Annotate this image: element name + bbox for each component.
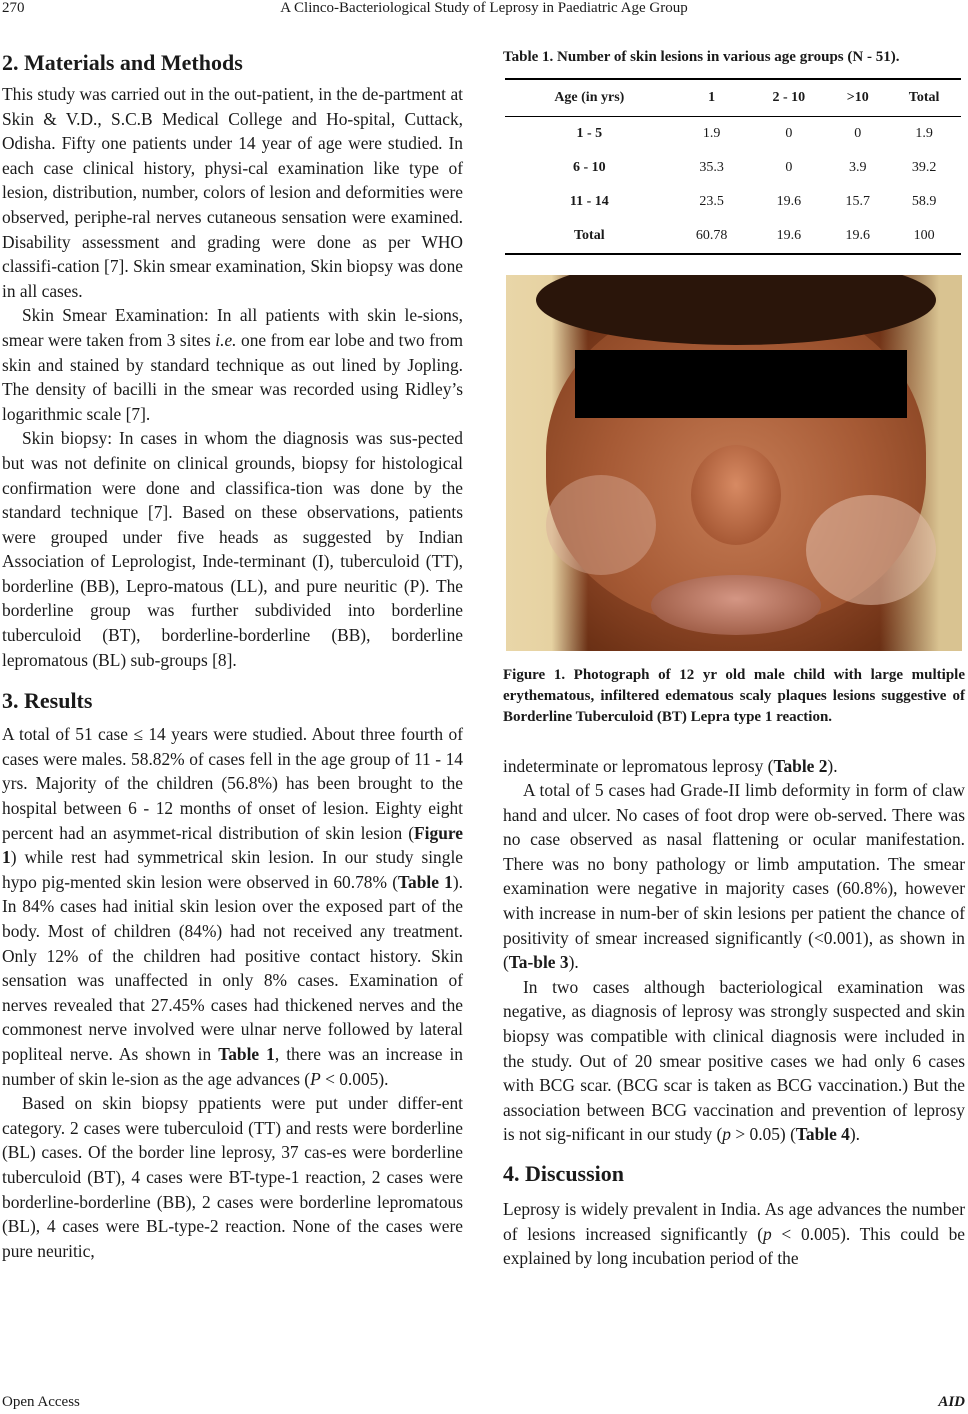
figure-ref: Figure 1 xyxy=(2,822,463,868)
footer-journal: AID xyxy=(938,1394,965,1410)
paragraph: indeterminate or lepromatous leprosy (Table 2). xyxy=(503,755,838,776)
table-caption: Table 1. Number of skin lesions in various age groups (N - 51). xyxy=(503,49,900,65)
paragraph: Based on skin biopsy ppatients were put under differ-ent category. 2 cases were tuberculoid (TT) and rests were borderline (BL) cases. Of the border line leprosy, 37 cas-es were borderline tuberculoid (BT), 4 cases were BT-type-1 reaction, 2 cases were borderline-borderline (BB), 2 cases were borderline lepromatous (BL), 4 cases were BL-type-2 reaction. None of the cases were pure neuritic, xyxy=(2,1093,463,1261)
table-cell: 6 - 10 xyxy=(572,159,606,175)
table-header-cell: >10 xyxy=(828,79,887,117)
table-cell: 11 - 14 xyxy=(569,193,609,209)
footer-open-access: Open Access xyxy=(2,1394,80,1410)
paragraph: This study was carried out in the out-patient, in the de-partment at Skin & V.D., S.C.B Medical College and Ho-spital, Cuttack, Odisha. Fifty one patients under 14 year of age were studied. In each case clinical history, physi-cal examination like type of lesion, distribution, number, colors of lesion and deformities were observed, periphe-ral nerves cutaneous sensation were examined. Disability assessment and grading were done as per WHO classifi-cation [7]. Skin smear examination, Skin biopsy was done in all cases. xyxy=(2,84,463,301)
table-ref: Table 1 xyxy=(218,1043,275,1064)
table-cell: 60.78 xyxy=(695,227,728,243)
running-title: A Clinco-Bacteriological Study of Leprosy in Paediatric Age Group xyxy=(280,0,688,16)
table-cell: 100 xyxy=(913,227,935,243)
table-header-cell: Age (in yrs) xyxy=(505,79,674,117)
privacy-bar xyxy=(575,350,907,418)
paragraph: Skin Smear Examination: In all patients with skin le-sions, smear were taken from 3 sites i.e. one from ear lobe and two from skin and stained by standard technique as out lined by Jopling. The density of bacilli in the smear was recorded using Ridley’s logarithmic scale [7]. xyxy=(2,305,463,424)
table-cell: 1 - 5 xyxy=(576,125,603,141)
table-cell: 0 xyxy=(785,159,793,175)
table-1 xyxy=(505,78,961,255)
paragraph: A total of 51 case ≤ 14 years were studied. About three fourth of cases were males. 58.82% of cases fell in the age group of 11 - 14 yrs. Majority of the children (56.8%) has been brought to the hospital between 6 - 12 months of onset of lesion. Eighty eight percent had an asymmet-rical distribution of skin lesion (Figure 1) while rest had symmetrical skin lesion. In our study single hypo pig-mented skin lesion were observed in 60.78% (Table 1). In 84% cases had initial skin lesion over the exposed part of the body. Most of children (84%) had not received any treatment. Only 12% of the children had positive contact history. Skin sensation was unaffected in only 8% cases. Examination of nerves revealed that 27.45% cases had thickened nerves and the commonest nerve involved were ulnar nerve followed by lateral popliteal nerve. As shown in Table 1, there was an increase in number of skin le-sion as the age advances (P < 0.005). xyxy=(2,724,464,1089)
table-cell: 0 xyxy=(785,125,793,141)
table-cell: 0 xyxy=(854,125,862,141)
paragraph: In two cases although bacteriological examination was negative, as diagnosis of leprosy was strongly suspected and skin biopsy was compatible with clinical diagnosis were included in the study. Out of 20 smear positive cases we had only 6 cases with BCG scar. (BCG scar is taken as BCG vaccination.) But the association between BCG vaccination and prevention of leprosy is not sig-nificant in our study (p > 0.05) (Table 4). xyxy=(503,976,965,1145)
table-header-cell: 1 xyxy=(674,79,750,117)
page-footer xyxy=(0,1394,968,1414)
right-column xyxy=(503,48,965,1271)
table-cell: 39.2 xyxy=(911,159,937,175)
table-cell: 19.6 xyxy=(845,227,870,243)
paragraph: Skin biopsy: In cases in whom the diagnosis was sus-pected but was not definite on clinical grounds, biopsy for histological confirmation were done and classifica-tion was done by the standard technique [7]. Based on these observations, patients were grouped under five heads as suggested by Indian Association of Leprologist, Inde-terminant (I), tuberculoid (TT), borderline (BB), Lepro-matous (LL), and pure neuritic (P). The borderline group was further subdivided into borderline tuberculoid (BT), borderline-borderline (BB), borderline lepromatous (BL) sub-groups [8]. xyxy=(2,428,463,670)
section-title-discussion: 4. Discussion xyxy=(503,1161,625,1186)
table-cell: 19.6 xyxy=(776,227,802,243)
table-cell: 3.9 xyxy=(848,159,867,175)
table-cell: 23.5 xyxy=(699,193,724,209)
table-ref: Ta-ble 3 xyxy=(508,952,569,973)
table-header-cell: 2 - 10 xyxy=(750,79,829,117)
paragraph: Leprosy is widely prevalent in India. As age advances the number of lesions increased significantly (p < 0.005). This could be explained by long incubation period of the xyxy=(503,1199,965,1269)
table-cell: 35.3 xyxy=(699,159,724,175)
table-cell: 58.9 xyxy=(911,193,937,209)
table-row xyxy=(505,185,961,219)
table-header-cell: Total xyxy=(887,79,961,117)
table-ref: Table 2 xyxy=(773,755,828,776)
table-cell: 1.9 xyxy=(915,125,933,141)
figure-caption: Figure 1. Photograph of 12 yr old male child with large multiple erythematous, infiltered edematous scaly plaques lesions suggestive of Borderline Tuberculoid (BT) Lepra type 1 reaction. xyxy=(503,666,965,725)
paragraph: A total of 5 cases had Grade-II limb deformity in form of claw hand and ulcer. No cases of foot drop were ob-served. There was no case observed as nasal flattening or ocular manifestation. There was no bony pathology or limb amputation. The smear examination were negative in majority cases (60.8%), however with increase in num-ber of skin lesions per patient the chance of positivity of smear increased significantly (<0.001), as shown in (Ta-ble 3). xyxy=(503,780,965,973)
section-title-results: 3. Results xyxy=(2,688,93,714)
left-column xyxy=(2,48,463,1263)
table-ref: Table 4 xyxy=(795,1124,850,1145)
table-cell: 1.9 xyxy=(702,125,721,141)
figure-1-photo xyxy=(506,275,962,651)
table-cell: Total xyxy=(574,227,605,243)
table-row xyxy=(505,219,961,254)
table-ref: Table 1 xyxy=(398,871,453,892)
table-row xyxy=(505,116,961,151)
table-header-row xyxy=(505,79,961,117)
table-cell: 19.6 xyxy=(776,193,802,209)
table-row xyxy=(505,151,961,185)
page-number: 270 xyxy=(2,0,25,16)
table-cell: 15.7 xyxy=(845,193,870,209)
page-header xyxy=(0,0,968,22)
section-title-methods: 2. Materials and Methods xyxy=(2,50,243,75)
